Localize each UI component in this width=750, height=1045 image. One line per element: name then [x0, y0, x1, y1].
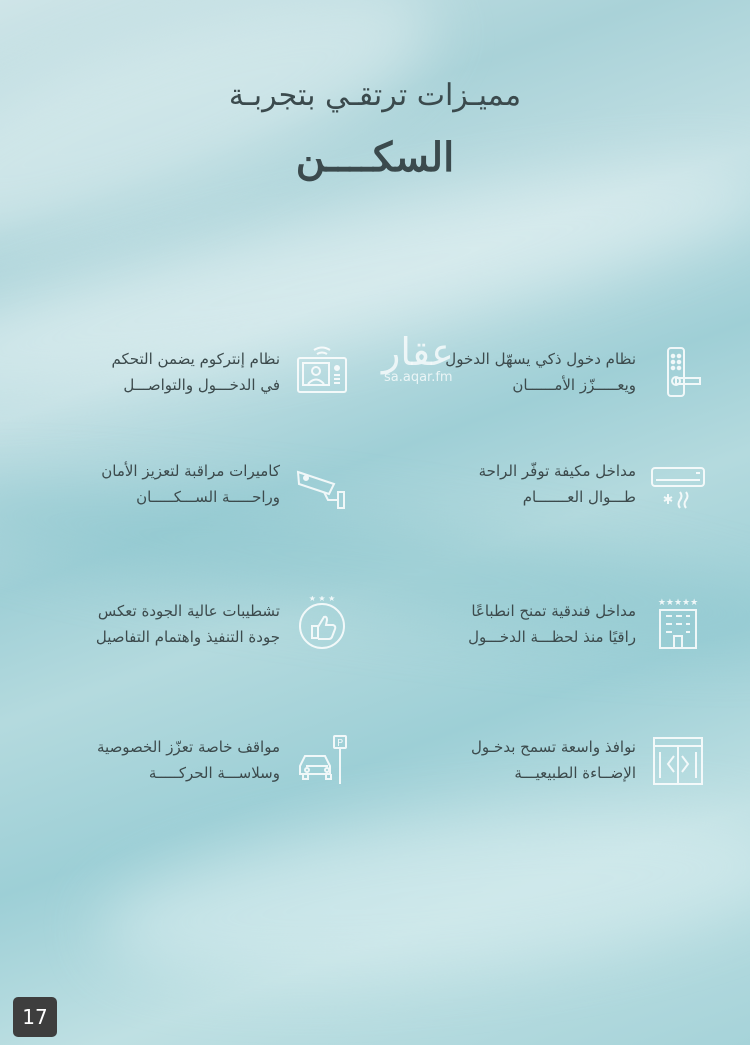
- feature-private-parking: [97, 732, 350, 788]
- background-wash: [94, 784, 750, 1006]
- watermark: [382, 330, 454, 385]
- page-number: 17: [13, 997, 57, 1037]
- parking-icon: [294, 732, 350, 788]
- watermark-logo: عقار: [382, 330, 454, 374]
- window-icon: [650, 732, 706, 788]
- feature-line: جودة التنفيذ واهتمام التفاصيل: [95, 628, 280, 646]
- feature-line: مداخل مكيفة توفّر الراحة: [478, 462, 636, 480]
- feature-line: تشطيبات عالية الجودة تعكس: [97, 602, 280, 620]
- feature-line: كاميرات مراقبة لتعزيز الأمان: [101, 462, 280, 480]
- feature-line: طـــوال العـــــــام: [522, 488, 636, 506]
- feature-line: الإضــاءة الطبيعيـــة: [514, 764, 636, 782]
- air-conditioner-icon: [650, 456, 706, 512]
- svg-text:★★★★★: ★★★★★: [657, 598, 699, 608]
- page-heading: مميـزات ترتقـي بتجربـة: [228, 78, 522, 113]
- hotel-icon: [650, 596, 706, 652]
- thumbs-up-icon: [294, 596, 350, 652]
- security-camera-icon: [294, 456, 350, 512]
- feature-wide-windows: [471, 732, 706, 788]
- feature-line: نوافذ واسعة تسمح بدخـول: [471, 738, 636, 756]
- feature-high-quality-finishes: [96, 596, 350, 652]
- feature-line: وسلاســـة الحركـــــة: [148, 764, 280, 782]
- smart-lock-icon: [650, 344, 706, 400]
- feature-line: راقيًا منذ لحظـــة الدخـــول: [468, 628, 636, 646]
- feature-security-cameras: [101, 456, 350, 512]
- intercom-icon: [294, 344, 350, 400]
- feature-line: وراحـــــة الســـكـــــان: [136, 488, 280, 506]
- feature-line: مواقف خاصة تعزّز الخصوصية: [97, 738, 280, 756]
- svg-text:P: P: [336, 738, 344, 749]
- feature-line: نظام دخول ذكي يسهّل الدخول: [445, 350, 636, 368]
- feature-intercom: [112, 344, 350, 400]
- page-heading-emphasis: السكــــن: [295, 134, 455, 181]
- feature-smart-entry: [445, 344, 706, 400]
- svg-text:★ ★ ★: ★ ★ ★: [308, 596, 336, 603]
- feature-hotel-entrances: [468, 596, 706, 652]
- feature-air-conditioned: [479, 456, 706, 512]
- feature-line: في الدخـــول والتواصـــل: [123, 376, 280, 394]
- watermark-site: sa.aqar.fm: [384, 370, 453, 385]
- feature-line: نظام إنتركوم يضمن التحكم: [111, 350, 280, 368]
- feature-line: ويعـــــزّز الأمــــــان: [512, 376, 636, 394]
- feature-line: مداخل فندقية تمنح انطباعًا: [471, 602, 636, 620]
